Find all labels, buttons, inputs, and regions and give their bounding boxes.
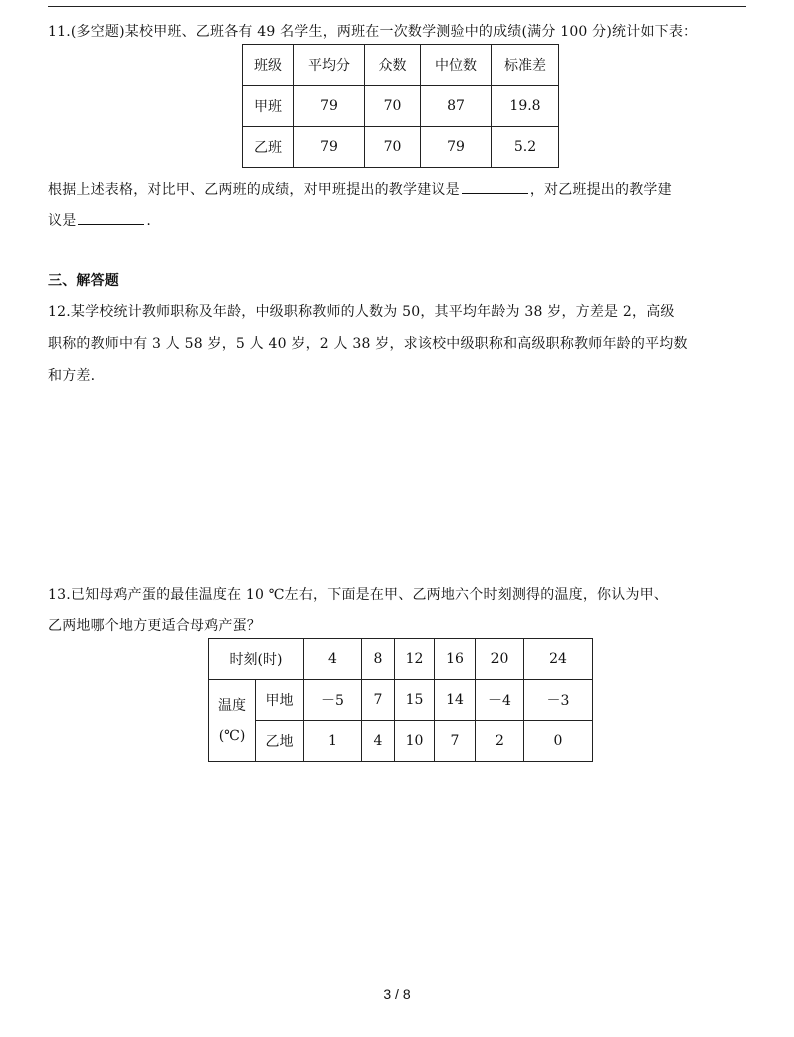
table-header-row (243, 45, 559, 86)
header-cell: 平均分 (294, 45, 365, 86)
answer-blank-1[interactable] (462, 180, 528, 194)
answer-blank-2[interactable] (78, 211, 144, 225)
table-cell: 70 (365, 127, 421, 168)
time-cell: 4 (304, 639, 362, 680)
header-cell: 标准差 (492, 45, 559, 86)
time-cell: 8 (362, 639, 395, 680)
temperature-label-cell (209, 680, 256, 762)
place-cell: 乙地 (256, 721, 304, 762)
table-row (243, 127, 559, 168)
table-cell: －3 (524, 680, 593, 721)
q12-line-2: 职称的教师中有 3 人 58 岁，5 人 40 岁，2 人 38 岁，求该校中级职称和高级职称教师年龄的平均数 (48, 336, 688, 352)
temperature-unit: (℃) (218, 727, 246, 744)
table-cell: 1 (304, 721, 362, 762)
table-cell: 2 (476, 721, 524, 762)
q11-follow-text: 议是 (48, 213, 77, 229)
q13-line-1: 13.已知母鸡产蛋的最佳温度在 10 ℃左右，下面是在甲、乙两地六个时刻测得的温度，你认为甲、 (48, 587, 669, 603)
q11-follow-text: ，对乙班提出的教学建 (529, 182, 672, 198)
time-cell: 16 (435, 639, 476, 680)
q11-follow-line-2 (48, 211, 151, 231)
table-cell: 4 (362, 721, 395, 762)
table-row (209, 680, 593, 721)
table-cell: －4 (476, 680, 524, 721)
table-cell: 19.8 (492, 86, 559, 127)
top-rule (48, 6, 746, 7)
q11-follow-line-1 (48, 180, 672, 200)
time-cell: 12 (395, 639, 435, 680)
table-cell: 甲班 (243, 86, 294, 127)
header-cell: 众数 (365, 45, 421, 86)
table-cell: 87 (421, 86, 492, 127)
time-cell: 24 (524, 639, 593, 680)
table-cell: 5.2 (492, 127, 559, 168)
time-header-cell: 时刻(时) (209, 639, 304, 680)
table-cell: －5 (304, 680, 362, 721)
temperature-label: 温度 (218, 697, 246, 714)
table-cell: 7 (435, 721, 476, 762)
table-cell: 70 (365, 86, 421, 127)
page-number: 3 / 8 (383, 986, 411, 1002)
q11-follow-text: 根据上述表格，对比甲、乙两班的成绩，对甲班提出的教学建议是 (48, 182, 460, 198)
table-cell: 乙班 (243, 127, 294, 168)
header-cell: 中位数 (421, 45, 492, 86)
table-cell: 14 (435, 680, 476, 721)
table-cell: 79 (294, 86, 365, 127)
table-cell: 79 (294, 127, 365, 168)
table-cell: 10 (395, 721, 435, 762)
section-title: 三、解答题 (48, 273, 119, 289)
table-cell: 79 (421, 127, 492, 168)
time-cell: 20 (476, 639, 524, 680)
q11-score-table (242, 44, 559, 168)
header-cell: 班级 (243, 45, 294, 86)
q12-line-3: 和方差. (48, 368, 96, 384)
place-cell: 甲地 (256, 680, 304, 721)
q11-stem: 11.(多空题)某校甲班、乙班各有 49 名学生，两班在一次数学测验中的成绩(满分 100 分)统计如下表： (48, 24, 698, 40)
q11-follow-text: . (146, 213, 152, 229)
table-row (243, 86, 559, 127)
table-row (209, 721, 593, 762)
table-cell: 7 (362, 680, 395, 721)
q13-line-2: 乙两地哪个地方更适合母鸡产蛋？ (48, 618, 261, 634)
table-header-row (209, 639, 593, 680)
q13-temperature-table (208, 638, 593, 762)
q12-line-1: 12.某学校统计教师职称及年龄，中级职称教师的人数为 50，其平均年龄为 38 岁，方差是 2，高级 (48, 304, 675, 320)
table-cell: 0 (524, 721, 593, 762)
table-cell: 15 (395, 680, 435, 721)
